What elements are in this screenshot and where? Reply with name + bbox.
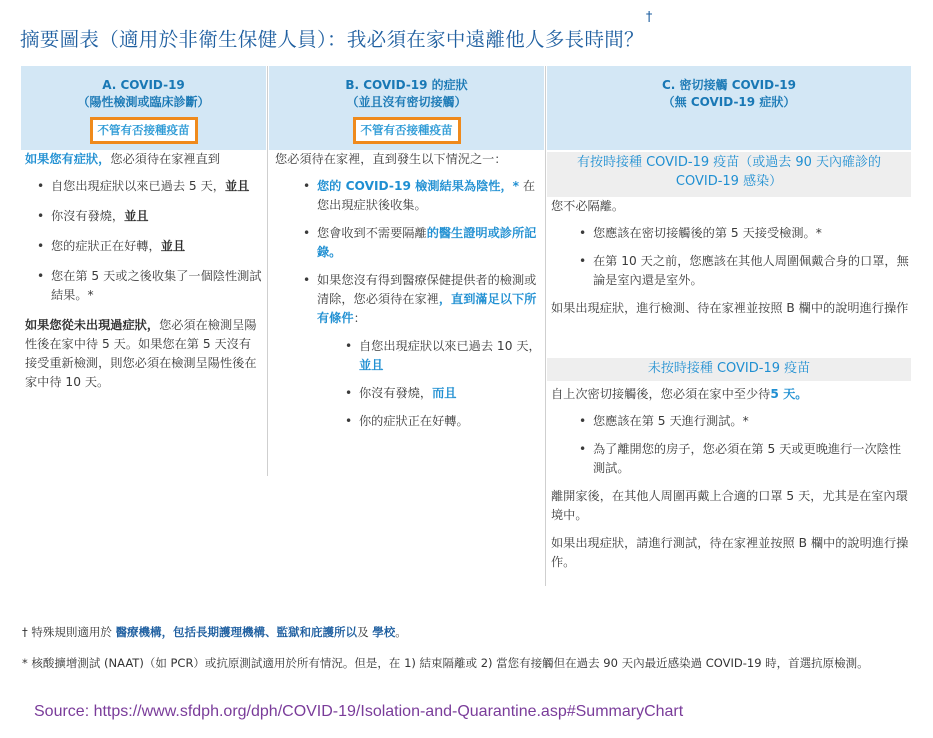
link-medical-facilities[interactable]: 醫療機構 [115, 625, 162, 639]
list-item: • 為了離開您的房子，您必須在第 5 天或更晚進行一次陰性測試。 [577, 440, 909, 478]
list-item: • 您會收到不需要隔離的醫生證明或診所記錄。 [301, 224, 541, 262]
list-item: • 你沒有發燒，並且 [35, 207, 263, 226]
vaccinated-symptoms-note: 如果出現症狀，進行檢測、待在家裡並按照 B 欄中的說明進行操作 [551, 301, 909, 315]
list-item: • 你沒有發燒，而且 [343, 384, 541, 403]
column-a-no-symptoms: 如果您從未出現過症狀，您必須在檢測呈陽性後在家中待 5 天。如果您在第 5 天沒有接受重新檢測，則您必須在檢測呈陽性後在家中待 10 天。 [25, 318, 257, 389]
source-link[interactable]: Source: https://www.sfdph.org/dph/COVID-19/Isolation-and-Quarantine.asp#SummaryChart [34, 703, 684, 720]
column-c-title: C. 密切接觸 COVID-19 [661, 78, 797, 92]
list-item: • 自您出現症狀以來已過去 10 天，並且 [343, 337, 541, 375]
unvaccinated-list [551, 412, 909, 478]
list-item: • 您的症狀正在好轉，並且 [35, 237, 263, 256]
column-a-title: A. COVID-19 [102, 78, 185, 92]
link-schools[interactable]: 學校 [372, 625, 396, 639]
column-b-title: B. COVID-19 的症狀 [345, 78, 468, 92]
page-title [20, 10, 653, 52]
list-item: • 您的 COVID-19 檢測結果為陰性，* 在您出現症狀後收集。 [301, 177, 541, 215]
column-b-body [275, 150, 541, 431]
column-a-header [21, 66, 266, 150]
column-b-subconditions [275, 337, 541, 431]
column-b-header [269, 66, 544, 150]
title-dagger: † [645, 10, 653, 25]
footnote-special-rules: † 特殊規則適用於 醫療機構，包括長期護理機構、監獄和庇護所以及 學校。 [22, 625, 407, 639]
symptom-lead: 如果您有症狀， [25, 152, 111, 166]
column-a-body [25, 150, 263, 392]
unvaccinated-intro: 自上次密切接觸後，您必須在家中至少待5 天。 [551, 387, 808, 401]
column-b-intro: 您必須待在家裡，直到發生以下情況之一： [275, 152, 507, 166]
column-a-subtitle: （陽性檢測或臨床診斷） [77, 95, 210, 109]
column-a-intro: 如果您有症狀，您必須待在家裡直到 [25, 152, 220, 166]
column-b-vaccine-badge: 不管有否接種疫苗 [353, 117, 461, 144]
column-a-conditions [25, 177, 263, 305]
list-item: • 您應該在密切接觸後的第 5 天接受檢測。* [577, 224, 909, 243]
list-item: • 在第 10 天之前，您應該在其他人周圍佩戴合身的口罩，無論是室內還是室外。 [577, 252, 909, 290]
column-c-subtitle: （無 COVID-19 症狀） [662, 95, 796, 109]
unvaccinated-section [551, 385, 909, 572]
vaccinated-list [551, 224, 909, 290]
unvaccinated-band: 未按時接種 COVID-19 疫苗 [547, 358, 911, 381]
column-b-subtitle: （並且沒有密切接觸） [346, 95, 467, 109]
list-item: • 自您出現症狀以來已過去 5 天，並且 [35, 177, 263, 196]
list-item: • 您在第 5 天或之後收集了一個陰性測試結果。* [35, 267, 263, 305]
column-a-vaccine-badge: 不管有否接種疫苗 [90, 117, 198, 144]
column-divider-ab [267, 66, 268, 476]
column-b-conditions [275, 177, 541, 328]
page-title-text: 摘要圖表（適用於非衛生保健人員）：我必須在家中遠離他人多長時間？ [20, 28, 644, 51]
after-leaving-note: 離開家後，在其他人周圍再戴上合適的口罩 5 天，尤其是在室內環境中。 [551, 489, 908, 522]
list-item: • 您應該在第 5 天進行測試。* [577, 412, 909, 431]
footnote-testing: * 核酸擴增測試 (NAAT)（如 PCR）或抗原測試適用於所有情況。但是，在 1) 結束隔離或 2) 當您有接觸但在過去 90 天內最近感染過 COVID-19 時，首選抗原檢測。 [22, 656, 869, 670]
vaccinated-band: 有按時接種 COVID-19 疫苗（或過去 90 天內確診的 COVID-19 感染） [547, 152, 911, 197]
vaccinated-section [551, 197, 909, 318]
column-divider-bc [545, 66, 546, 586]
vaccinated-intro: 您不必隔離。 [551, 199, 625, 213]
unvaccinated-symptoms-note: 如果出現症狀，請進行測試，待在家裡並按照 B 欄中的說明進行操作。 [551, 536, 909, 569]
column-c-header [547, 66, 911, 150]
list-item: • 如果您沒有得到醫療保健提供者的檢測或清除，您必須待在家裡，直到滿足以下所有條件： [301, 271, 541, 328]
list-item: • 你的症狀正在好轉。 [343, 412, 541, 431]
